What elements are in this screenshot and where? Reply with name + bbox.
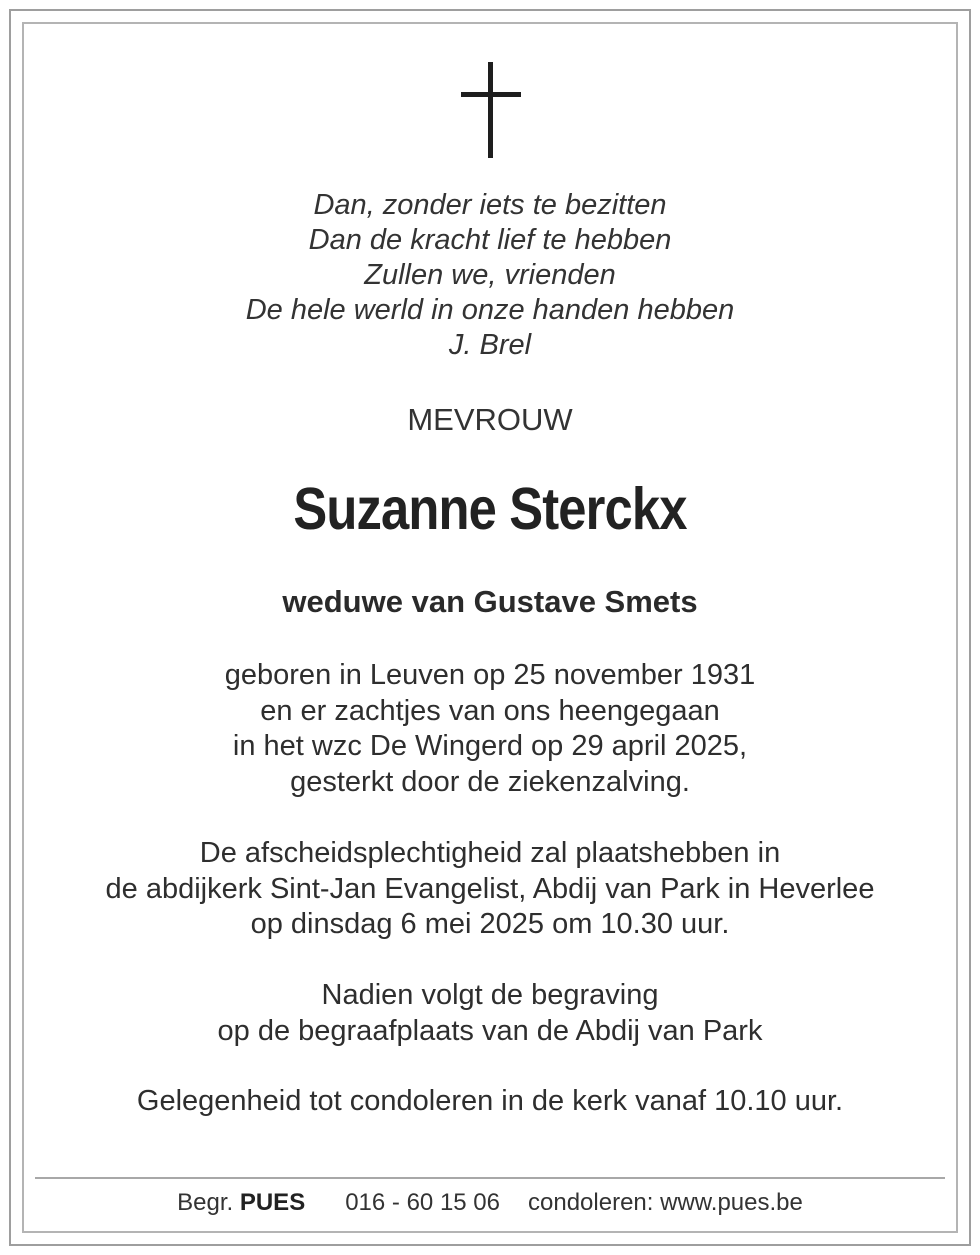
text-line: en er zachtjes van ons heengegaan — [260, 694, 720, 727]
quote-line: De hele werld in onze handen hebben — [245, 294, 735, 326]
quote-block — [0, 188, 980, 363]
honorific-title: MEVROUW — [407, 402, 573, 437]
text-line: De afscheidsplechtigheid zal plaatshebben in — [199, 837, 781, 869]
ceremony-block — [0, 836, 980, 943]
text-line: op de begraafplaats van de Abdij van Park — [217, 1014, 763, 1047]
quote-line: Zullen we, vrienden — [364, 259, 616, 291]
burial-block — [0, 978, 980, 1049]
condolence-label: condoleren: — [528, 1189, 654, 1216]
quote-line: Dan de kracht lief te hebben — [308, 224, 672, 256]
deceased-name: Suzanne Sterckx — [293, 476, 687, 542]
quote-line: Dan, zonder iets te bezitten — [313, 189, 667, 221]
footer — [0, 1187, 980, 1219]
text-line: op dinsdag 6 mei 2025 om 10.30 uur. — [250, 908, 730, 940]
condolence-line: Gelegenheid tot condoleren in de kerk vanaf 10.10 uur. — [136, 1085, 844, 1117]
birth-death-block — [0, 658, 980, 800]
undertaker-name: PUES — [239, 1189, 306, 1216]
phone-number: 016 - 60 15 06 — [345, 1189, 500, 1216]
text-line: gesterkt door de ziekenzalving. — [290, 765, 690, 798]
text-line: Nadien volgt de begraving — [321, 979, 659, 1011]
text-line: geboren in Leuven op 25 november 1931 — [224, 659, 756, 691]
cross-icon — [461, 62, 521, 158]
undertaker-prefix: Begr. — [177, 1189, 234, 1216]
text-line: in het wzc De Wingerd op 29 april 2025, — [232, 730, 748, 762]
text-line: de abdijkerk Sint-Jan Evangelist, Abdij van Park in Heverlee — [105, 872, 875, 905]
quote-author: J. Brel — [448, 329, 532, 361]
spouse-line: weduwe van Gustave Smets — [282, 584, 698, 619]
website-link[interactable]: www.pues.be — [660, 1189, 803, 1216]
footer-divider — [35, 1177, 945, 1179]
